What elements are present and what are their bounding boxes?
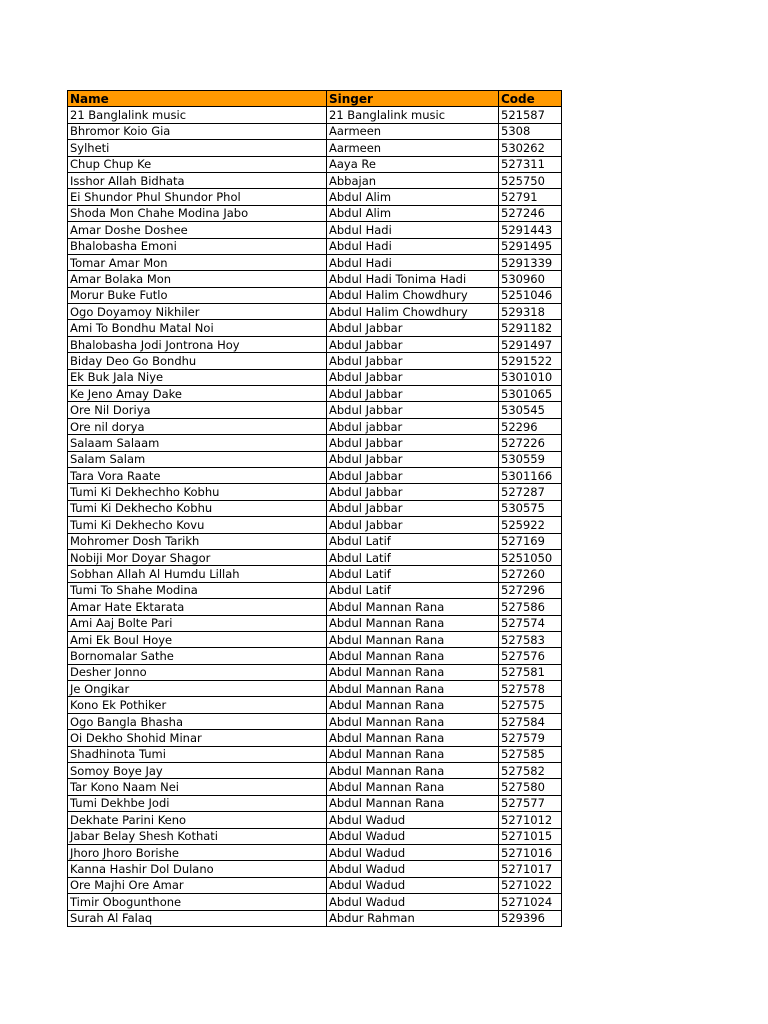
table-row [68, 746, 562, 762]
code-cell: 5271012 [499, 812, 562, 828]
name-cell: Mohromer Dosh Tarikh [68, 533, 327, 549]
name-cell: Somoy Boye Jay [68, 763, 327, 779]
singer-cell: Abdul Mannan Rana [327, 697, 499, 713]
column-header-singer: Singer [327, 91, 499, 107]
table-row [68, 779, 562, 795]
singer-cell: Abdul Mannan Rana [327, 631, 499, 647]
singer-cell: Aaya Re [327, 156, 499, 172]
table-row [68, 697, 562, 713]
table-row [68, 418, 562, 434]
table-row [68, 271, 562, 287]
code-cell: 5271024 [499, 894, 562, 910]
table-row [68, 795, 562, 811]
table-row [68, 107, 562, 123]
table-row [68, 238, 562, 254]
table-row [68, 500, 562, 516]
singer-cell: Abdul Wadud [327, 894, 499, 910]
code-cell: 527287 [499, 484, 562, 500]
singer-cell: Abdul Mannan Rana [327, 648, 499, 664]
name-cell: Tumi Ki Dekhecho Kobhu [68, 500, 327, 516]
name-cell: Salaam Salaam [68, 435, 327, 451]
table-row [68, 320, 562, 336]
singer-cell: Abdul Jabbar [327, 353, 499, 369]
name-cell: Tara Vora Raate [68, 467, 327, 483]
name-cell: Ogo Bangla Bhasha [68, 713, 327, 729]
table-row [68, 140, 562, 156]
code-cell: 527583 [499, 631, 562, 647]
code-cell: 527584 [499, 713, 562, 729]
code-cell: 5291339 [499, 254, 562, 270]
code-cell: 530960 [499, 271, 562, 287]
table-row [68, 861, 562, 877]
singer-cell: Abdul Wadud [327, 812, 499, 828]
song-code-table [67, 90, 562, 927]
singer-cell: Abdul Wadud [327, 828, 499, 844]
table-row [68, 484, 562, 500]
code-cell: 5308 [499, 123, 562, 139]
name-cell: Amar Bolaka Mon [68, 271, 327, 287]
table-row [68, 369, 562, 385]
code-cell: 527226 [499, 435, 562, 451]
name-cell: Sylheti [68, 140, 327, 156]
table-row [68, 304, 562, 320]
code-cell: 5291522 [499, 353, 562, 369]
code-cell: 527578 [499, 681, 562, 697]
singer-cell: Abdul Mannan Rana [327, 681, 499, 697]
code-cell: 530262 [499, 140, 562, 156]
name-cell: Ami Ek Boul Hoye [68, 631, 327, 647]
code-cell: 5251050 [499, 549, 562, 565]
code-cell: 5271022 [499, 877, 562, 893]
table-row [68, 763, 562, 779]
singer-cell: Abdul Jabbar [327, 451, 499, 467]
code-cell: 527581 [499, 664, 562, 680]
table-row [68, 517, 562, 533]
name-cell: Shadhinota Tumi [68, 746, 327, 762]
name-cell: Nobiji Mor Doyar Shagor [68, 549, 327, 565]
code-cell: 527576 [499, 648, 562, 664]
singer-cell: Abdul Mannan Rana [327, 713, 499, 729]
name-cell: Ore nil dorya [68, 418, 327, 434]
table-row [68, 894, 562, 910]
table-row [68, 451, 562, 467]
name-cell: Ami Aaj Bolte Pari [68, 615, 327, 631]
singer-cell: Aarmeen [327, 123, 499, 139]
singer-cell: Abdul Jabbar [327, 402, 499, 418]
column-header-code: Code [499, 91, 562, 107]
singer-cell: Abdul Latif [327, 533, 499, 549]
singer-cell: Abdul Hadi [327, 238, 499, 254]
name-cell: Tar Kono Naam Nei [68, 779, 327, 795]
header-row [68, 91, 562, 107]
code-cell: 527311 [499, 156, 562, 172]
singer-cell: Abdul Jabbar [327, 484, 499, 500]
table-row [68, 648, 562, 664]
name-cell: Chup Chup Ke [68, 156, 327, 172]
name-cell: Tumi Dekhbe Jodi [68, 795, 327, 811]
name-cell: Tomar Amar Mon [68, 254, 327, 270]
singer-cell: Abdul Jabbar [327, 320, 499, 336]
table-row [68, 631, 562, 647]
singer-cell: Abdul Halim Chowdhury [327, 304, 499, 320]
code-cell: 5291495 [499, 238, 562, 254]
name-cell: Shoda Mon Chahe Modina Jabo [68, 205, 327, 221]
singer-cell: Abdul Mannan Rana [327, 746, 499, 762]
name-cell: Tumi To Shahe Modina [68, 582, 327, 598]
table-row [68, 812, 562, 828]
singer-cell: Abdul Mannan Rana [327, 664, 499, 680]
code-cell: 527260 [499, 566, 562, 582]
name-cell: Amar Hate Ektarata [68, 599, 327, 615]
name-cell: Ore Nil Doriya [68, 402, 327, 418]
code-cell: 527586 [499, 599, 562, 615]
code-cell: 525922 [499, 517, 562, 533]
code-cell: 5271016 [499, 844, 562, 860]
table-row [68, 222, 562, 238]
table-row [68, 156, 562, 172]
table-row [68, 435, 562, 451]
code-cell: 527579 [499, 730, 562, 746]
code-cell: 5271017 [499, 861, 562, 877]
code-cell: 5271015 [499, 828, 562, 844]
singer-cell: Abdul Jabbar [327, 369, 499, 385]
table-row [68, 877, 562, 893]
code-cell: 5291497 [499, 336, 562, 352]
singer-cell: Abdul Wadud [327, 844, 499, 860]
code-cell: 525750 [499, 172, 562, 188]
table-row [68, 664, 562, 680]
name-cell: Kanna Hashir Dol Dulano [68, 861, 327, 877]
table-row [68, 566, 562, 582]
table-row [68, 189, 562, 205]
table-row [68, 533, 562, 549]
name-cell: Amar Doshe Doshee [68, 222, 327, 238]
code-cell: 529318 [499, 304, 562, 320]
table-row [68, 205, 562, 221]
name-cell: Ek Buk Jala Niye [68, 369, 327, 385]
singer-cell: Abdul Hadi [327, 222, 499, 238]
name-cell: Isshor Allah Bidhata [68, 172, 327, 188]
name-cell: Dekhate Parini Keno [68, 812, 327, 828]
code-cell: 527575 [499, 697, 562, 713]
name-cell: Morur Buke Futlo [68, 287, 327, 303]
code-cell: 527577 [499, 795, 562, 811]
table-row [68, 549, 562, 565]
singer-cell: Abdul Alim [327, 205, 499, 221]
singer-cell: Abdul Mannan Rana [327, 615, 499, 631]
code-cell: 530575 [499, 500, 562, 516]
table-row [68, 287, 562, 303]
code-cell: 527169 [499, 533, 562, 549]
code-cell: 521587 [499, 107, 562, 123]
name-cell: Ke Jeno Amay Dake [68, 386, 327, 402]
singer-cell: Abdul Jabbar [327, 435, 499, 451]
name-cell: Ami To Bondhu Matal Noi [68, 320, 327, 336]
name-cell: Kono Ek Pothiker [68, 697, 327, 713]
code-cell: 5301065 [499, 386, 562, 402]
singer-cell: Abdur Rahman [327, 910, 499, 926]
singer-cell: Abdul Latif [327, 566, 499, 582]
singer-cell: Abdul Hadi Tonima Hadi [327, 271, 499, 287]
table-row [68, 353, 562, 369]
code-cell: 52296 [499, 418, 562, 434]
singer-cell: Abdul Jabbar [327, 467, 499, 483]
name-cell: Jabar Belay Shesh Kothati [68, 828, 327, 844]
name-cell: Tumi Ki Dekhechho Kobhu [68, 484, 327, 500]
singer-cell: Abdul Alim [327, 189, 499, 205]
code-cell: 5291443 [499, 222, 562, 238]
table-row [68, 828, 562, 844]
name-cell: Jhoro Jhoro Borishe [68, 844, 327, 860]
table-row [68, 730, 562, 746]
name-cell: Salam Salam [68, 451, 327, 467]
singer-cell: Abdul Jabbar [327, 500, 499, 516]
table-row [68, 386, 562, 402]
singer-cell: Abdul Mannan Rana [327, 779, 499, 795]
table-row [68, 713, 562, 729]
name-cell: Bhalobasha Emoni [68, 238, 327, 254]
singer-cell: Abdul Latif [327, 582, 499, 598]
table-row [68, 582, 562, 598]
singer-cell: Abdul Wadud [327, 861, 499, 877]
code-cell: 5301166 [499, 467, 562, 483]
code-cell: 52791 [499, 189, 562, 205]
name-cell: Ei Shundor Phul Shundor Phol [68, 189, 327, 205]
name-cell: Oi Dekho Shohid Minar [68, 730, 327, 746]
singer-cell: Abdul Mannan Rana [327, 599, 499, 615]
code-cell: 527580 [499, 779, 562, 795]
name-cell: 21 Banglalink music [68, 107, 327, 123]
code-cell: 5251046 [499, 287, 562, 303]
table-row [68, 123, 562, 139]
singer-cell: Abdul Latif [327, 549, 499, 565]
code-cell: 527296 [499, 582, 562, 598]
code-cell: 530545 [499, 402, 562, 418]
code-cell: 527246 [499, 205, 562, 221]
singer-cell: Abbajan [327, 172, 499, 188]
singer-cell: Abdul Mannan Rana [327, 795, 499, 811]
singer-cell: Abdul Jabbar [327, 336, 499, 352]
table-row [68, 172, 562, 188]
name-cell: Ore Majhi Ore Amar [68, 877, 327, 893]
singer-cell: 21 Banglalink music [327, 107, 499, 123]
table-row [68, 336, 562, 352]
table-row [68, 599, 562, 615]
name-cell: Sobhan Allah Al Humdu Lillah [68, 566, 327, 582]
code-cell: 5291182 [499, 320, 562, 336]
table-row [68, 615, 562, 631]
name-cell: Timir Obogunthone [68, 894, 327, 910]
name-cell: Bhalobasha Jodi Jontrona Hoy [68, 336, 327, 352]
code-cell: 5301010 [499, 369, 562, 385]
table-row [68, 254, 562, 270]
column-header-name: Name [68, 91, 327, 107]
singer-cell: Abdul Wadud [327, 877, 499, 893]
name-cell: Desher Jonno [68, 664, 327, 680]
table-row [68, 402, 562, 418]
table-row [68, 910, 562, 926]
name-cell: Bhromor Koio Gia [68, 123, 327, 139]
name-cell: Surah Al Falaq [68, 910, 327, 926]
table-row [68, 681, 562, 697]
table-row [68, 467, 562, 483]
table-body [68, 107, 562, 927]
name-cell: Bornomalar Sathe [68, 648, 327, 664]
singer-cell: Abdul Hadi [327, 254, 499, 270]
code-cell: 529396 [499, 910, 562, 926]
singer-cell: Abdul Mannan Rana [327, 730, 499, 746]
table-row [68, 844, 562, 860]
singer-cell: Abdul Mannan Rana [327, 763, 499, 779]
code-cell: 527574 [499, 615, 562, 631]
singer-cell: Abdul Jabbar [327, 517, 499, 533]
name-cell: Biday Deo Go Bondhu [68, 353, 327, 369]
code-cell: 527582 [499, 763, 562, 779]
code-cell: 527585 [499, 746, 562, 762]
singer-cell: Abdul jabbar [327, 418, 499, 434]
singer-cell: Abdul Halim Chowdhury [327, 287, 499, 303]
name-cell: Ogo Doyamoy Nikhiler [68, 304, 327, 320]
code-cell: 530559 [499, 451, 562, 467]
singer-cell: Aarmeen [327, 140, 499, 156]
name-cell: Je Ongikar [68, 681, 327, 697]
singer-cell: Abdul Jabbar [327, 386, 499, 402]
name-cell: Tumi Ki Dekhecho Kovu [68, 517, 327, 533]
